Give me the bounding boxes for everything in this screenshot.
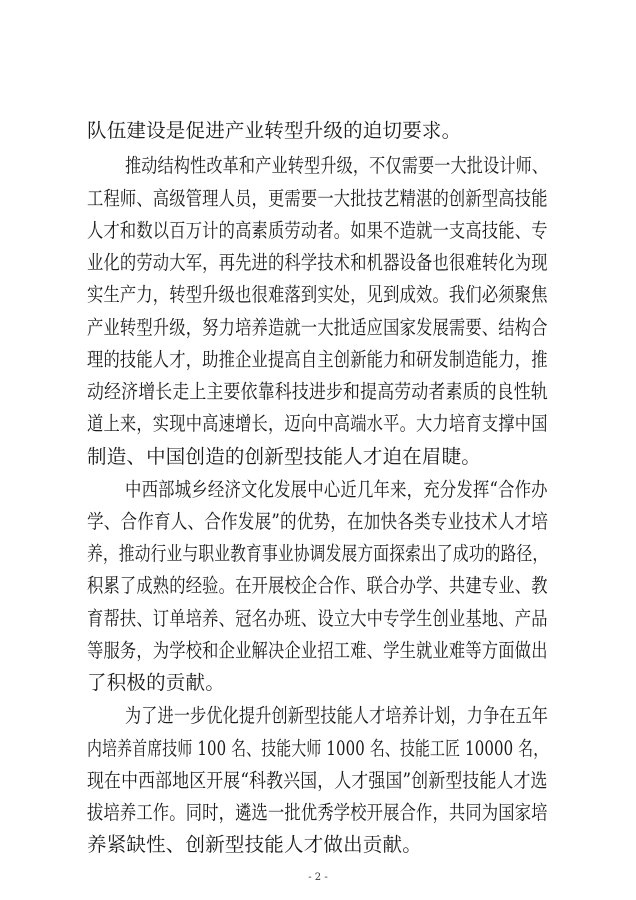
paragraph-2-line-1: 推动结构性改革和产业转型升级，不仅需要一大批设计师、 — [125, 154, 549, 177]
paragraph-2-line-2: 工程师、高级管理人员，更需要一大批技艺精湛的创新型高技能 — [87, 187, 548, 210]
paragraph-2-line-9: 道上来，实现中高速增长，迈向中高端水平。大力培育支撑中国 — [87, 412, 548, 435]
paragraph-3-line-7: 了积极的贡献。 — [87, 671, 225, 694]
paragraph-3-line-3: 养，推动行业与职业教育事业协调发展方面探索出了成功的路径， — [87, 542, 549, 565]
paragraph-4-line-3: 现在中西部地区开展“科教兴国，人才强国”创新型技能人才选 — [87, 769, 548, 792]
paragraph-4-line-4: 拔培养工作。同时，遴选一批优秀学校开展合作，共同为国家培 — [87, 801, 548, 824]
paragraph-3-line-5: 育帮扶、订单培养、冠名办班、设立大中专学生创业基地、产品 — [87, 607, 548, 630]
paragraph-1-line-1: 队伍建设是促进产业转型升级的迫切要求。 — [87, 119, 462, 142]
paragraph-2-line-6: 产业转型升级，努力培养造就一大批适应国家发展需要、结构合 — [87, 316, 548, 339]
paragraph-3-line-6: 等服务，为学校和企业解决企业招工难、学生就业难等方面做出 — [87, 639, 548, 662]
paragraph-2-line-8: 动经济增长走上主要依靠科技进步和提高劳动者素质的良性轨 — [87, 380, 548, 403]
page-number: - 2 - — [308, 872, 328, 883]
paragraph-3-line-2: 学、合作育人、合作发展”的优势，在加快各类专业技术人才培 — [87, 510, 549, 533]
paragraph-3-line-1: 中西部城乡经济文化发展中心近几年来，充分发挥“合作办 — [125, 478, 548, 501]
paragraph-2-line-3: 人才和数以百万计的高素质劳动者。如果不造就一支高技能、专 — [87, 219, 548, 242]
paragraph-3-line-4: 积累了成熟的经验。在开展校企合作、联合办学、共建专业、教 — [87, 574, 548, 597]
paragraph-4-line-5: 养紧缺性、创新型技能人才做出贡献。 — [87, 833, 422, 856]
paragraph-2-line-10: 制造、中国创造的创新型技能人才迫在眉睫。 — [87, 445, 482, 468]
paragraph-2-line-7: 理的技能人才，助推企业提高自主创新能力和研发制造能力，推 — [87, 348, 548, 371]
paragraph-4-line-2: 内培养首席技师 100 名、技能大师 1000 名、技能工匠 10000 名， — [87, 737, 549, 760]
paragraph-2-line-5: 实生产力，转型升级也很难落到实处，见到成效。我们必须聚焦 — [87, 283, 548, 306]
paragraph-4-line-1: 为了进一步优化提升创新型技能人才培养计划，力争在五年 — [125, 704, 549, 727]
paragraph-2-line-4: 业化的劳动大军，再先进的科学技术和机器设备也很难转化为现 — [87, 251, 548, 274]
